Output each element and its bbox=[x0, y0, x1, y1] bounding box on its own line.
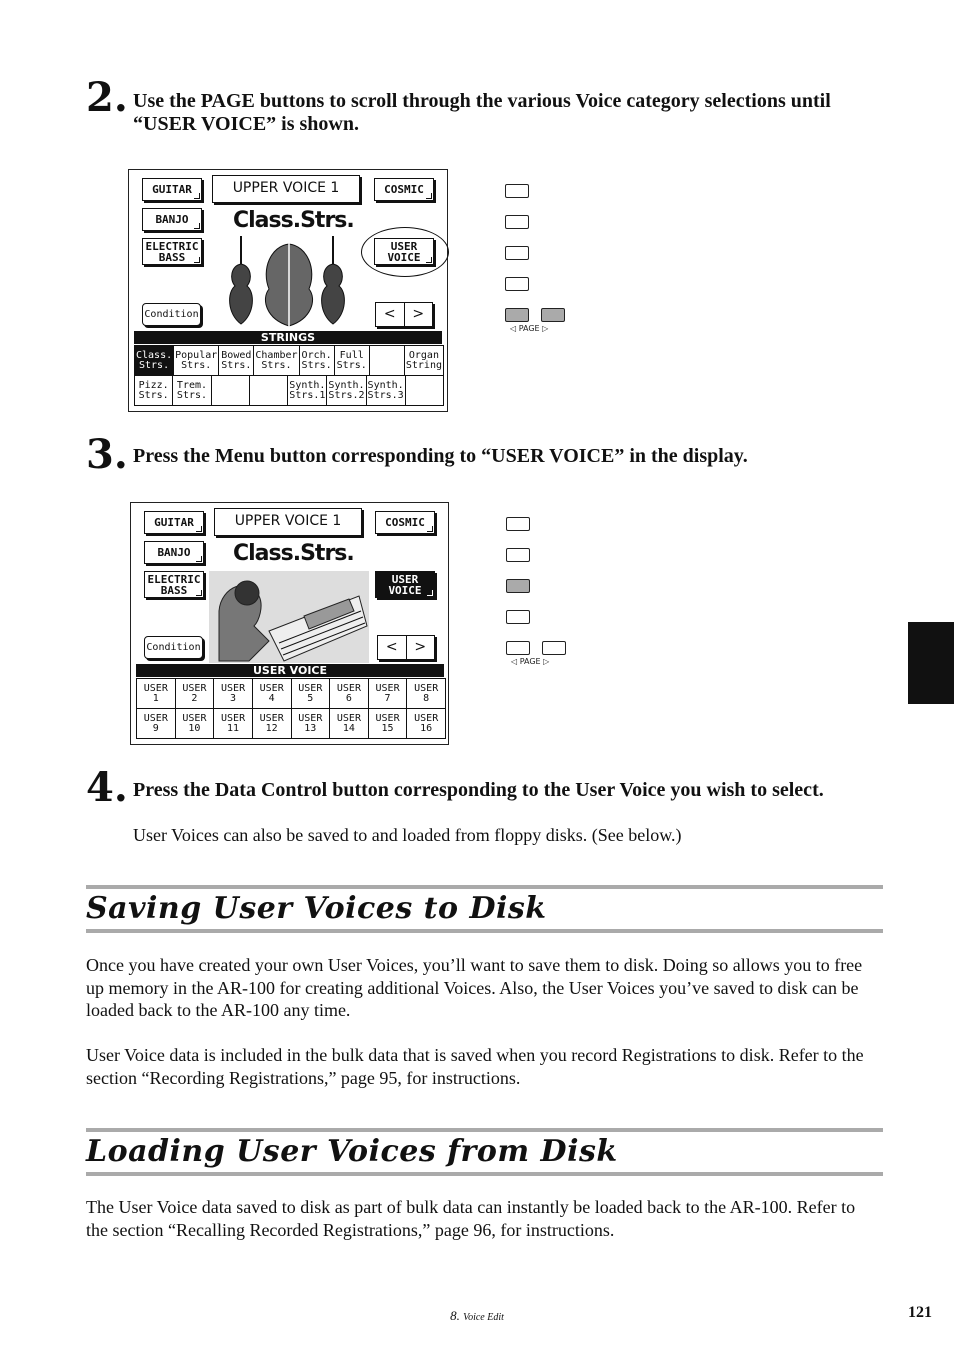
lcd-screen-strings bbox=[128, 169, 448, 412]
menu-button-1[interactable] bbox=[505, 184, 529, 198]
strings-illustration bbox=[221, 234, 356, 329]
user-voice-cell[interactable]: USER 8 bbox=[406, 678, 446, 709]
user-voice-cell[interactable]: USER 16 bbox=[406, 708, 446, 739]
page-arrows[interactable] bbox=[377, 635, 435, 660]
page-label: ◁ PAGE ▷ bbox=[510, 324, 549, 333]
voice-cell[interactable]: Bowed Strs. bbox=[218, 345, 254, 376]
menu-button-2[interactable] bbox=[506, 548, 530, 562]
cosmic-button[interactable]: COSMIC bbox=[375, 511, 435, 534]
voice-cell[interactable] bbox=[405, 375, 444, 406]
organist-illustration bbox=[209, 571, 369, 663]
page-right-button[interactable] bbox=[541, 308, 565, 322]
user-voice-cell[interactable]: USER 15 bbox=[368, 708, 408, 739]
page-arrows[interactable] bbox=[375, 302, 433, 327]
chapter-tab bbox=[908, 622, 954, 704]
voice-name: Class.Strs. bbox=[233, 208, 354, 233]
condition-button[interactable]: Condition bbox=[142, 303, 201, 326]
section-heading-loading bbox=[86, 1128, 883, 1176]
user-grid-row2 bbox=[136, 708, 445, 738]
step-instruction: Press the Data Control button corresponding to the User Voice you wish to select. bbox=[133, 779, 824, 801]
menu-button-2[interactable] bbox=[505, 215, 529, 229]
page-left-arrow[interactable]: < bbox=[376, 303, 405, 326]
voice-cell[interactable]: Chamber Strs. bbox=[253, 345, 299, 376]
menu-button-3[interactable] bbox=[505, 246, 529, 260]
step-instruction: Press the Menu button corresponding to “USER VOICE” in the display. bbox=[133, 445, 748, 467]
page-right-arrow[interactable]: > bbox=[414, 639, 427, 655]
paragraph: User Voice data is included in the bulk data that is saved when you record Registrations to disk. Refer to the section “Recording Registrations,” page 95, for instructions. bbox=[86, 1045, 864, 1088]
voice-cell[interactable] bbox=[211, 375, 250, 406]
cosmic-button[interactable]: COSMIC bbox=[374, 178, 434, 201]
highlight-circle bbox=[361, 227, 449, 277]
user-voice-cell[interactable]: USER 13 bbox=[291, 708, 331, 739]
user-voice-cell[interactable]: USER 12 bbox=[252, 708, 292, 739]
page-number: 121 bbox=[908, 1304, 932, 1321]
menu-button-4[interactable] bbox=[505, 277, 529, 291]
voice-cell[interactable]: Synth. Strs.3 bbox=[366, 375, 406, 406]
page-label: ◁ PAGE ▷ bbox=[511, 657, 550, 666]
page-left-arrow[interactable]: < bbox=[378, 636, 407, 659]
step-number: 3. bbox=[86, 431, 128, 478]
step-instruction: Use the PAGE buttons to scroll through the various Voice category selections until “USER VOICE” is shown. bbox=[133, 90, 831, 135]
voice-cell[interactable] bbox=[249, 375, 288, 406]
voice-cell[interactable]: Trem. Strs. bbox=[172, 375, 211, 406]
paragraph: Once you have created your own User Voices, you’ll want to save them to disk. Doing so allows you to free up memory in the AR-100 for creating additional Voices. Also, the User Voices you’ve saved to disk can be loaded back to the AR-100 any time. bbox=[86, 955, 863, 1020]
category-bar: USER VOICE bbox=[136, 664, 444, 677]
voice-cell[interactable] bbox=[369, 345, 405, 376]
user-voice-cell[interactable]: USER 10 bbox=[175, 708, 215, 739]
menu-button-4[interactable] bbox=[506, 610, 530, 624]
voice-cell[interactable]: Synth. Strs.1 bbox=[287, 375, 327, 406]
user-voice-button[interactable]: USER VOICE bbox=[374, 238, 434, 265]
user-voice-cell[interactable]: USER 6 bbox=[329, 678, 369, 709]
condition-button[interactable]: Condition bbox=[144, 636, 203, 659]
voice-cell[interactable]: Class. Strs. bbox=[134, 345, 174, 376]
step-number: 2. bbox=[86, 74, 128, 121]
user-voice-cell[interactable]: USER 5 bbox=[291, 678, 331, 709]
electric-bass-button[interactable]: ELECTRIC BASS bbox=[144, 571, 204, 598]
user-voice-cell[interactable]: USER 4 bbox=[252, 678, 292, 709]
voice-grid-row2 bbox=[134, 375, 443, 405]
paragraph: The User Voice data saved to disk as part of bulk data can instantly be loaded back to the AR-100. Refer to the section “Recalling Recorded Registrations,” page 96, for instructions. bbox=[86, 1197, 856, 1240]
voice-grid-row1 bbox=[134, 345, 443, 375]
user-voice-cell[interactable]: USER 9 bbox=[136, 708, 176, 739]
user-voice-cell[interactable]: USER 7 bbox=[368, 678, 408, 709]
guitar-button[interactable]: GUITAR bbox=[144, 511, 204, 534]
voice-title: UPPER VOICE 1 bbox=[212, 175, 360, 203]
category-bar: STRINGS bbox=[134, 331, 442, 344]
section-heading-saving bbox=[86, 885, 883, 933]
step-number: 4. bbox=[86, 764, 128, 811]
user-voice-cell[interactable]: USER 14 bbox=[329, 708, 369, 739]
voice-title: UPPER VOICE 1 bbox=[214, 508, 362, 536]
user-grid-row1 bbox=[136, 678, 445, 708]
guitar-button[interactable]: GUITAR bbox=[142, 178, 202, 201]
user-voice-cell[interactable]: USER 2 bbox=[175, 678, 215, 709]
voice-cell[interactable]: Full Strs. bbox=[334, 345, 370, 376]
page-right-arrow[interactable]: > bbox=[412, 306, 425, 322]
page-left-button[interactable] bbox=[506, 641, 530, 655]
user-voice-cell[interactable]: USER 11 bbox=[213, 708, 253, 739]
user-voice-cell[interactable]: USER 3 bbox=[213, 678, 253, 709]
page-right-button[interactable] bbox=[542, 641, 566, 655]
page-left-button[interactable] bbox=[505, 308, 529, 322]
step-note: User Voices can also be saved to and loaded from floppy disks. (See below.) bbox=[133, 825, 682, 845]
voice-cell[interactable]: Pizz. Strs. bbox=[134, 375, 173, 406]
voice-cell[interactable]: Popular Strs. bbox=[173, 345, 219, 376]
footer-chapter: 8. Voice Edit bbox=[450, 1308, 504, 1323]
banjo-button[interactable]: BANJO bbox=[142, 208, 202, 231]
user-voice-cell[interactable]: USER 1 bbox=[136, 678, 176, 709]
banjo-button[interactable]: BANJO bbox=[144, 541, 204, 564]
voice-cell[interactable]: Orch. Strs. bbox=[299, 345, 335, 376]
electric-bass-button[interactable]: ELECTRIC BASS bbox=[142, 238, 202, 265]
menu-button-1[interactable] bbox=[506, 517, 530, 531]
section-title: Saving User Voices to Disk bbox=[86, 891, 547, 926]
voice-cell[interactable]: Synth. Strs.2 bbox=[326, 375, 366, 406]
voice-cell[interactable]: Organ String bbox=[404, 345, 444, 376]
section-title: Loading User Voices from Disk bbox=[86, 1134, 618, 1169]
user-voice-button[interactable]: USER VOICE bbox=[375, 571, 435, 598]
voice-name: Class.Strs. bbox=[233, 541, 354, 566]
menu-button-3[interactable] bbox=[506, 579, 530, 593]
lcd-screen-user-voice bbox=[130, 502, 449, 745]
